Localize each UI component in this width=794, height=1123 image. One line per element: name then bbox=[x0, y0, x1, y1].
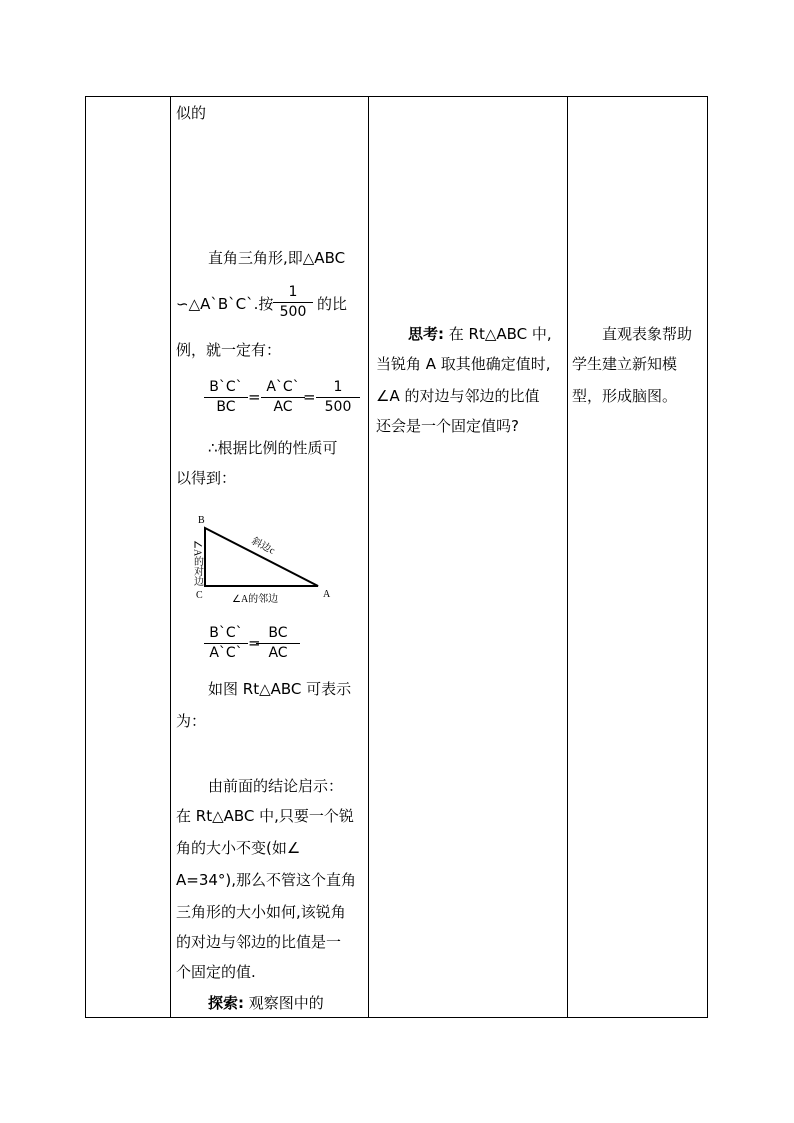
text-line: 直观表象帮助 bbox=[602, 325, 693, 343]
hypotenuse-label: 斜边c bbox=[249, 535, 277, 557]
text-line: 如图 Rt△ABC 可表示 bbox=[208, 680, 352, 698]
explore-line bbox=[208, 993, 324, 1013]
fraction: B`C` A`C` bbox=[204, 625, 248, 662]
text-line: A=34°),那么不管这个直角 bbox=[176, 871, 357, 889]
explore-label: 探索: bbox=[208, 994, 244, 1012]
fraction: 1 500 bbox=[273, 284, 313, 321]
explore-text: 观察图中的 bbox=[248, 994, 324, 1012]
table-divider bbox=[368, 96, 369, 1018]
text-line: 直角三角形,即△ABC bbox=[208, 249, 346, 267]
think-label: 思考: bbox=[408, 325, 444, 343]
text-line: 似的 bbox=[176, 104, 207, 122]
text-line: 角的大小不变(如∠ bbox=[176, 839, 301, 857]
table-divider bbox=[170, 96, 171, 1018]
fraction: A`C` AC bbox=[261, 379, 305, 416]
text-line: 还会是一个固定值吗? bbox=[376, 417, 519, 435]
text-line: 学生建立新知模 bbox=[572, 355, 678, 373]
text-line: 当锐角 A 取其他确定值时, bbox=[376, 355, 551, 373]
triangle-diagram bbox=[185, 510, 345, 608]
vertex-label: A bbox=[323, 589, 331, 600]
fraction: BC AC bbox=[256, 625, 300, 662]
table-divider bbox=[567, 96, 568, 1018]
text-line: 以得到： bbox=[176, 469, 237, 487]
text-line: 由前面的结论启示： bbox=[208, 777, 344, 795]
text-line: ∠A 的对边与邻边的比值 bbox=[376, 387, 540, 405]
text-line: ∽△A`B`C`.按 bbox=[176, 295, 274, 313]
text-line: 为： bbox=[176, 712, 207, 730]
think-text: 在 Rt△ABC 中, bbox=[448, 325, 552, 343]
triangle-shape bbox=[205, 528, 318, 586]
text-line: ∴根据比例的性质可 bbox=[208, 439, 338, 457]
vertex-label: B bbox=[198, 515, 205, 526]
think-line bbox=[408, 324, 552, 344]
text-line: 例，就一定有： bbox=[176, 341, 282, 359]
text-line: 型，形成脑图。 bbox=[572, 387, 678, 405]
fraction: B`C` BC bbox=[204, 379, 248, 416]
text-line: 的对边与邻边的比值是一 bbox=[176, 933, 342, 951]
text-line: 个固定的值. bbox=[176, 963, 256, 981]
equals-sign: = bbox=[303, 388, 316, 406]
equals-sign: = bbox=[248, 634, 261, 652]
adjacent-label: ∠A的邻边 bbox=[232, 594, 279, 605]
vertex-label: C bbox=[196, 590, 203, 601]
text-line: 在 Rt△ABC 中,只要一个锐 bbox=[176, 807, 354, 825]
fraction: 1 500 bbox=[316, 379, 360, 416]
text-line: 三角形的大小如何,该锐角 bbox=[176, 903, 346, 921]
opposite-label: ∠A的对边 bbox=[191, 540, 203, 587]
equals-sign: = bbox=[248, 388, 261, 406]
text-line: 的比 bbox=[317, 295, 348, 313]
